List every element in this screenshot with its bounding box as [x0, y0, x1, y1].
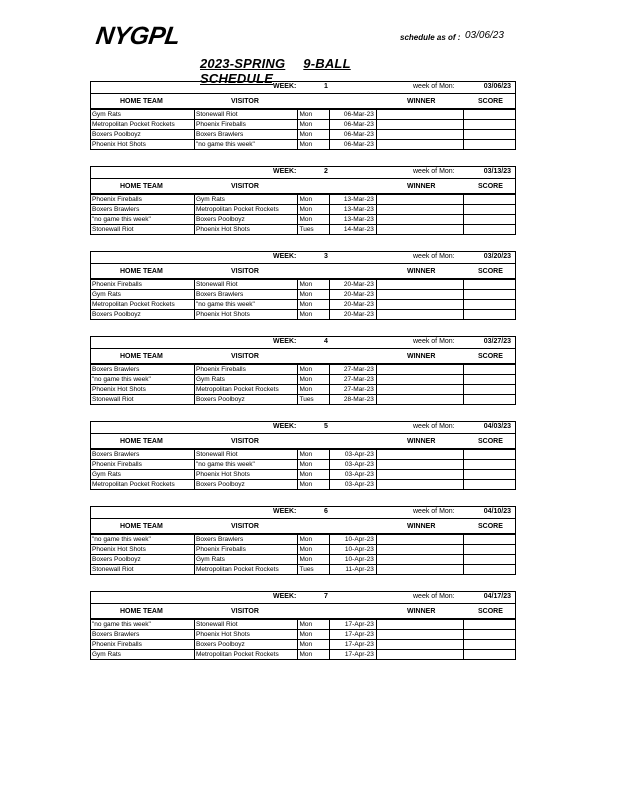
visitor-header: VISITOR	[231, 523, 259, 530]
visitor-cell: Phoenix Hot Shots	[194, 310, 297, 320]
date-cell: 06-Mar-23	[329, 130, 376, 140]
score-cell	[464, 640, 515, 650]
week-label: WEEK:	[273, 168, 297, 175]
score-header: SCORE	[478, 268, 503, 275]
home-team-cell: "no game this week"	[91, 620, 194, 630]
winner-cell	[376, 480, 463, 490]
winner-cell	[376, 130, 463, 140]
score-header: SCORE	[478, 523, 503, 530]
score-cell	[464, 395, 515, 405]
winner-header: WINNER	[407, 608, 436, 615]
column-headers	[91, 179, 515, 194]
visitor-cell: Stonewall Riot	[194, 450, 297, 460]
game-row	[91, 470, 515, 480]
visitor-header: VISITOR	[231, 98, 259, 105]
date-cell: 13-Mar-23	[329, 195, 376, 205]
winner-cell	[376, 110, 463, 120]
date-cell: 13-Mar-23	[329, 205, 376, 215]
home-team-header: HOME TEAM	[120, 438, 163, 445]
game-row	[91, 545, 515, 555]
day-cell: Tues	[298, 225, 329, 235]
visitor-header: VISITOR	[231, 183, 259, 190]
game-row	[91, 630, 515, 640]
week-of-label: week of Mon:	[413, 423, 455, 430]
game-row	[91, 310, 515, 320]
score-cell	[464, 620, 515, 630]
column-headers	[91, 264, 515, 279]
winner-cell	[376, 620, 463, 630]
game-row	[91, 290, 515, 300]
visitor-header: VISITOR	[231, 268, 259, 275]
column-headers	[91, 434, 515, 449]
winner-cell	[376, 640, 463, 650]
game-row	[91, 280, 515, 290]
visitor-cell: Boxers Poolboyz	[194, 640, 297, 650]
games-table	[91, 364, 515, 404]
visitor-cell: "no game this week"	[194, 140, 297, 150]
winner-cell	[376, 470, 463, 480]
game-row	[91, 365, 515, 375]
day-cell: Mon	[298, 555, 329, 565]
day-cell: Tues	[298, 565, 329, 575]
visitor-cell: Boxers Brawlers	[194, 535, 297, 545]
date-cell: 27-Mar-23	[329, 375, 376, 385]
score-header: SCORE	[478, 438, 503, 445]
week-header	[91, 592, 515, 604]
date-cell: 20-Mar-23	[329, 290, 376, 300]
week-header	[91, 252, 515, 264]
column-headers	[91, 349, 515, 364]
winner-cell	[376, 140, 463, 150]
score-cell	[464, 120, 515, 130]
score-cell	[464, 375, 515, 385]
week-label: WEEK:	[273, 338, 297, 345]
home-team-cell: Phoenix Fireballs	[91, 460, 194, 470]
home-team-cell: Boxers Poolboyz	[91, 555, 194, 565]
winner-cell	[376, 460, 463, 470]
day-cell: Mon	[298, 630, 329, 640]
home-team-cell: Phoenix Fireballs	[91, 280, 194, 290]
visitor-cell: Boxers Poolboyz	[194, 480, 297, 490]
visitor-header: VISITOR	[231, 608, 259, 615]
visitor-cell: Boxers Poolboyz	[194, 215, 297, 225]
winner-cell	[376, 120, 463, 130]
week-date: 03/13/23	[483, 168, 511, 175]
game-row	[91, 535, 515, 545]
week-date: 04/17/23	[483, 593, 511, 600]
home-team-cell: Gym Rats	[91, 470, 194, 480]
day-cell: Mon	[298, 120, 329, 130]
home-team-cell: Phoenix Fireballs	[91, 640, 194, 650]
day-cell: Mon	[298, 310, 329, 320]
game-row	[91, 300, 515, 310]
day-cell: Mon	[298, 640, 329, 650]
winner-cell	[376, 215, 463, 225]
day-cell: Mon	[298, 290, 329, 300]
score-cell	[464, 205, 515, 215]
score-cell	[464, 310, 515, 320]
league-logo: NYGPL	[94, 22, 182, 50]
date-cell: 03-Apr-23	[329, 480, 376, 490]
day-cell: Mon	[298, 470, 329, 480]
week-of-label: week of Mon:	[413, 593, 455, 600]
games-table	[91, 619, 515, 659]
date-cell: 03-Apr-23	[329, 460, 376, 470]
week-label: WEEK:	[273, 83, 297, 90]
visitor-cell: Metropolitan Pocket Rockets	[194, 565, 297, 575]
week-of-label: week of Mon:	[413, 253, 455, 260]
day-cell: Mon	[298, 195, 329, 205]
visitor-cell: Metropolitan Pocket Rockets	[194, 650, 297, 660]
week-block	[90, 336, 516, 405]
week-of-label: week of Mon:	[413, 168, 455, 175]
visitor-cell: Phoenix Fireballs	[194, 120, 297, 130]
visitor-cell: Stonewall Riot	[194, 110, 297, 120]
date-cell: 06-Mar-23	[329, 110, 376, 120]
home-team-cell: Boxers Brawlers	[91, 205, 194, 215]
winner-cell	[376, 395, 463, 405]
date-cell: 20-Mar-23	[329, 280, 376, 290]
score-cell	[464, 280, 515, 290]
visitor-cell: Phoenix Hot Shots	[194, 470, 297, 480]
game-row	[91, 225, 515, 235]
week-block	[90, 421, 516, 490]
date-cell: 27-Mar-23	[329, 365, 376, 375]
week-number: 5	[324, 423, 328, 430]
day-cell: Mon	[298, 375, 329, 385]
score-cell	[464, 555, 515, 565]
home-team-header: HOME TEAM	[120, 608, 163, 615]
home-team-cell: Stonewall Riot	[91, 565, 194, 575]
home-team-cell: "no game this week"	[91, 215, 194, 225]
home-team-cell: Boxers Poolboyz	[91, 130, 194, 140]
game-row	[91, 480, 515, 490]
schedule-as-of-label: schedule as of :	[400, 33, 461, 42]
winner-header: WINNER	[407, 438, 436, 445]
game-row	[91, 620, 515, 630]
winner-cell	[376, 650, 463, 660]
game-row	[91, 555, 515, 565]
week-date: 04/03/23	[483, 423, 511, 430]
day-cell: Mon	[298, 450, 329, 460]
visitor-cell: Boxers Poolboyz	[194, 395, 297, 405]
score-cell	[464, 460, 515, 470]
winner-cell	[376, 205, 463, 215]
winner-cell	[376, 565, 463, 575]
week-of-label: week of Mon:	[413, 338, 455, 345]
home-team-cell: Metropolitan Pocket Rockets	[91, 300, 194, 310]
home-team-cell: Phoenix Hot Shots	[91, 545, 194, 555]
week-header	[91, 82, 515, 94]
game-row	[91, 140, 515, 150]
date-cell: 17-Apr-23	[329, 640, 376, 650]
visitor-cell: "no game this week"	[194, 300, 297, 310]
home-team-cell: Boxers Poolboyz	[91, 310, 194, 320]
week-block	[90, 251, 516, 320]
game-row	[91, 110, 515, 120]
home-team-header: HOME TEAM	[120, 353, 163, 360]
week-block	[90, 81, 516, 150]
visitor-cell: Phoenix Hot Shots	[194, 225, 297, 235]
score-cell	[464, 470, 515, 480]
winner-header: WINNER	[407, 183, 436, 190]
day-cell: Mon	[298, 460, 329, 470]
week-label: WEEK:	[273, 593, 297, 600]
week-header	[91, 422, 515, 434]
game-row	[91, 385, 515, 395]
score-header: SCORE	[478, 98, 503, 105]
day-cell: Mon	[298, 535, 329, 545]
games-table	[91, 534, 515, 574]
date-cell: 27-Mar-23	[329, 385, 376, 395]
winner-cell	[376, 225, 463, 235]
home-team-cell: Gym Rats	[91, 650, 194, 660]
week-label: WEEK:	[273, 253, 297, 260]
column-headers	[91, 94, 515, 109]
week-of-label: week of Mon:	[413, 508, 455, 515]
home-team-header: HOME TEAM	[120, 98, 163, 105]
winner-header: WINNER	[407, 523, 436, 530]
score-cell	[464, 110, 515, 120]
winner-cell	[376, 545, 463, 555]
day-cell: Mon	[298, 650, 329, 660]
game-row	[91, 375, 515, 385]
home-team-cell: Phoenix Fireballs	[91, 195, 194, 205]
week-label: WEEK:	[273, 508, 297, 515]
score-cell	[464, 565, 515, 575]
date-cell: 10-Apr-23	[329, 535, 376, 545]
week-date: 03/06/23	[483, 83, 511, 90]
date-cell: 13-Mar-23	[329, 215, 376, 225]
score-cell	[464, 535, 515, 545]
date-cell: 10-Apr-23	[329, 545, 376, 555]
date-cell: 03-Apr-23	[329, 470, 376, 480]
visitor-cell: Phoenix Fireballs	[194, 365, 297, 375]
date-cell: 10-Apr-23	[329, 555, 376, 565]
home-team-cell: "no game this week"	[91, 535, 194, 545]
home-team-cell: Stonewall Riot	[91, 395, 194, 405]
home-team-cell: Boxers Brawlers	[91, 365, 194, 375]
score-cell	[464, 215, 515, 225]
visitor-cell: Metropolitan Pocket Rockets	[194, 385, 297, 395]
game-row	[91, 460, 515, 470]
games-table	[91, 194, 515, 234]
winner-cell	[376, 300, 463, 310]
game-row	[91, 450, 515, 460]
winner-cell	[376, 630, 463, 640]
visitor-cell: Gym Rats	[194, 555, 297, 565]
week-date: 04/10/23	[483, 508, 511, 515]
date-cell: 17-Apr-23	[329, 630, 376, 640]
date-cell: 28-Mar-23	[329, 395, 376, 405]
winner-header: WINNER	[407, 98, 436, 105]
home-team-cell: Stonewall Riot	[91, 225, 194, 235]
home-team-cell: Phoenix Hot Shots	[91, 140, 194, 150]
winner-cell	[376, 195, 463, 205]
winner-cell	[376, 310, 463, 320]
winner-cell	[376, 385, 463, 395]
date-cell: 03-Apr-23	[329, 450, 376, 460]
game-row	[91, 650, 515, 660]
winner-cell	[376, 280, 463, 290]
week-number: 4	[324, 338, 328, 345]
schedule-as-of-date: 03/06/23	[465, 30, 504, 41]
week-header	[91, 167, 515, 179]
score-cell	[464, 545, 515, 555]
game-row	[91, 205, 515, 215]
week-date: 03/20/23	[483, 253, 511, 260]
visitor-cell: "no game this week"	[194, 460, 297, 470]
game-row	[91, 120, 515, 130]
home-team-cell: Boxers Brawlers	[91, 450, 194, 460]
game-row	[91, 130, 515, 140]
week-number: 6	[324, 508, 328, 515]
date-cell: 11-Apr-23	[329, 565, 376, 575]
winner-cell	[376, 365, 463, 375]
date-cell: 14-Mar-23	[329, 225, 376, 235]
games-table	[91, 279, 515, 319]
day-cell: Tues	[298, 395, 329, 405]
winner-cell	[376, 555, 463, 565]
visitor-cell: Boxers Brawlers	[194, 290, 297, 300]
winner-cell	[376, 290, 463, 300]
visitor-cell: Gym Rats	[194, 375, 297, 385]
visitor-cell: Stonewall Riot	[194, 280, 297, 290]
home-team-header: HOME TEAM	[120, 268, 163, 275]
visitor-cell: Boxers Brawlers	[194, 130, 297, 140]
season-title: 2023-SPRING	[200, 56, 286, 71]
day-cell: Mon	[298, 280, 329, 290]
week-number: 2	[324, 168, 328, 175]
home-team-cell: Gym Rats	[91, 110, 194, 120]
home-team-cell: Boxers Brawlers	[91, 630, 194, 640]
score-cell	[464, 385, 515, 395]
week-number: 3	[324, 253, 328, 260]
week-number: 1	[324, 83, 328, 90]
score-cell	[464, 290, 515, 300]
game-row	[91, 215, 515, 225]
home-team-cell: "no game this week"	[91, 375, 194, 385]
home-team-header: HOME TEAM	[120, 523, 163, 530]
home-team-cell: Metropolitan Pocket Rockets	[91, 480, 194, 490]
day-cell: Mon	[298, 545, 329, 555]
visitor-cell: Gym Rats	[194, 195, 297, 205]
week-block	[90, 166, 516, 235]
score-cell	[464, 300, 515, 310]
day-cell: Mon	[298, 620, 329, 630]
games-table	[91, 449, 515, 489]
day-cell: Mon	[298, 205, 329, 215]
game-row	[91, 195, 515, 205]
visitor-cell: Metropolitan Pocket Rockets	[194, 205, 297, 215]
week-date: 03/27/23	[483, 338, 511, 345]
visitor-header: VISITOR	[231, 438, 259, 445]
date-cell: 20-Mar-23	[329, 310, 376, 320]
week-block	[90, 506, 516, 575]
day-cell: Mon	[298, 300, 329, 310]
visitor-cell: Stonewall Riot	[194, 620, 297, 630]
day-cell: Mon	[298, 215, 329, 225]
game-row	[91, 565, 515, 575]
game-row	[91, 395, 515, 405]
home-team-cell: Gym Rats	[91, 290, 194, 300]
game-row	[91, 640, 515, 650]
winner-header: WINNER	[407, 268, 436, 275]
home-team-header: HOME TEAM	[120, 183, 163, 190]
score-cell	[464, 630, 515, 640]
date-cell: 06-Mar-23	[329, 140, 376, 150]
score-cell	[464, 365, 515, 375]
date-cell: 17-Apr-23	[329, 650, 376, 660]
score-cell	[464, 480, 515, 490]
column-headers	[91, 604, 515, 619]
score-cell	[464, 225, 515, 235]
week-block	[90, 591, 516, 660]
games-table	[91, 109, 515, 149]
visitor-cell: Phoenix Fireballs	[194, 545, 297, 555]
score-cell	[464, 650, 515, 660]
day-cell: Mon	[298, 130, 329, 140]
day-cell: Mon	[298, 480, 329, 490]
score-cell	[464, 450, 515, 460]
week-header	[91, 507, 515, 519]
date-cell: 06-Mar-23	[329, 120, 376, 130]
winner-cell	[376, 450, 463, 460]
day-cell: Mon	[298, 365, 329, 375]
day-cell: Mon	[298, 140, 329, 150]
score-header: SCORE	[478, 353, 503, 360]
score-cell	[464, 195, 515, 205]
week-of-label: week of Mon:	[413, 83, 455, 90]
day-cell: Mon	[298, 385, 329, 395]
date-cell: 17-Apr-23	[329, 620, 376, 630]
winner-cell	[376, 535, 463, 545]
winner-cell	[376, 375, 463, 385]
visitor-cell: Phoenix Hot Shots	[194, 630, 297, 640]
winner-header: WINNER	[407, 353, 436, 360]
home-team-cell: Phoenix Hot Shots	[91, 385, 194, 395]
home-team-cell: Metropolitan Pocket Rockets	[91, 120, 194, 130]
score-header: SCORE	[478, 183, 503, 190]
score-cell	[464, 140, 515, 150]
schedule-subtitle: 9-BALL SCHEDULE	[200, 56, 351, 86]
visitor-header: VISITOR	[231, 353, 259, 360]
date-cell: 20-Mar-23	[329, 300, 376, 310]
week-number: 7	[324, 593, 328, 600]
day-cell: Mon	[298, 110, 329, 120]
score-cell	[464, 130, 515, 140]
week-label: WEEK:	[273, 423, 297, 430]
week-header	[91, 337, 515, 349]
column-headers	[91, 519, 515, 534]
score-header: SCORE	[478, 608, 503, 615]
